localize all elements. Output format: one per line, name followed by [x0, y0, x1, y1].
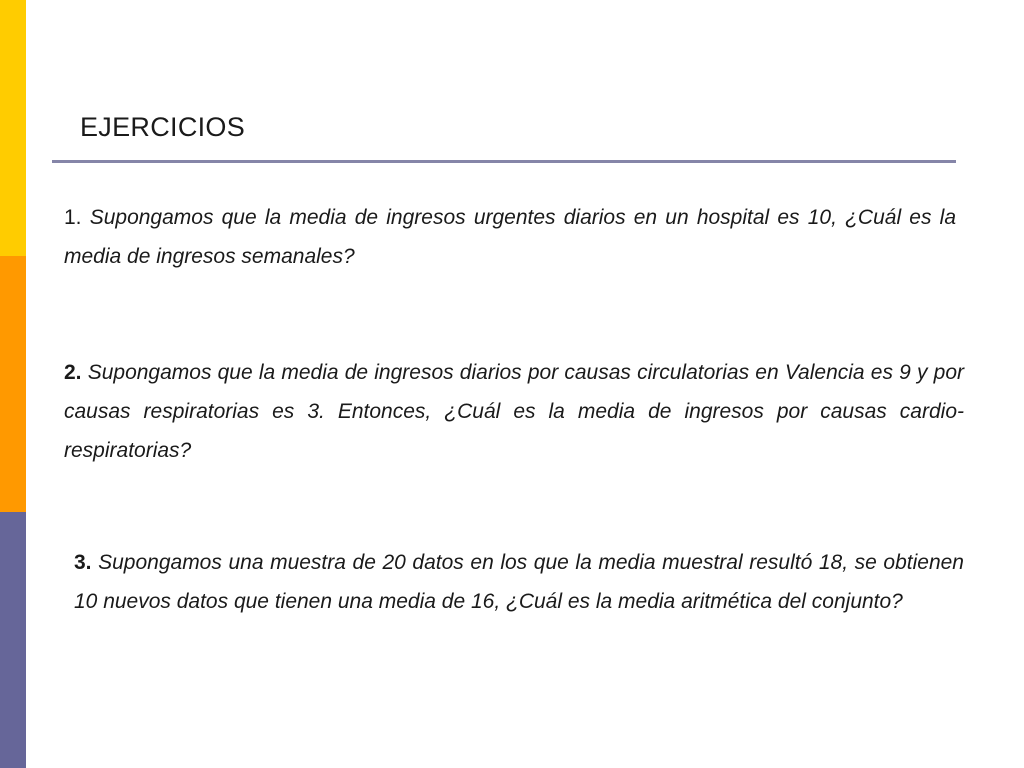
title-divider	[52, 160, 956, 163]
accent-bar-yellow	[0, 0, 26, 256]
exercise-1-text: Supongamos que la media de ingresos urgentes diarios en un hospital es 10, ¿Cuál es la media de ingresos semanales?	[64, 206, 956, 268]
exercise-1-number: 1.	[64, 206, 82, 229]
exercise-3-number: 3.	[74, 551, 92, 574]
exercise-2-number: 2.	[64, 361, 82, 384]
exercise-1	[64, 198, 956, 276]
exercise-2	[64, 353, 964, 470]
slide-title: EJERCICIOS	[80, 112, 246, 142]
exercise-2-text: Supongamos que la media de ingresos diarios por causas circulatorias en Valencia es 9 y por causas respiratorias es 3. Entonces, ¿Cuál es la media de ingresos por causas cardio-respiratorias?	[64, 361, 964, 462]
accent-bar-purple	[0, 512, 26, 768]
exercise-3	[74, 543, 964, 621]
accent-bar-orange	[0, 256, 26, 512]
exercise-3-text: Supongamos una muestra de 20 datos en los que la media muestral resultó 18, se obtienen 10 nuevos datos que tienen una media de 16, ¿Cuál es la media aritmética del conjunto?	[74, 551, 964, 613]
